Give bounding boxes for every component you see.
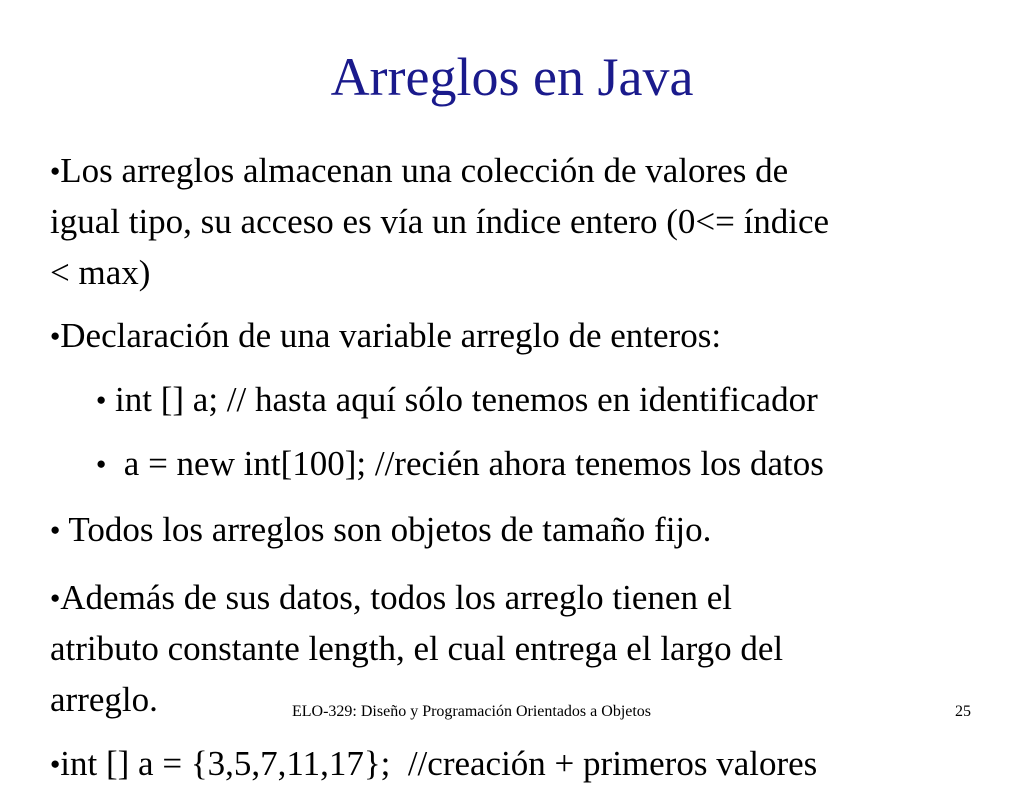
- bullet-icon: ●: [50, 161, 61, 181]
- bullet-icon: ●: [50, 326, 61, 346]
- text-line: ● a = new int[100]; //recién ahora tenemos los datos: [96, 444, 824, 483]
- sub-bullet-item-declare: [96, 374, 996, 425]
- text-line: ● int [] a; // hasta aquí sólo tenemos en identificador: [96, 380, 818, 419]
- bullet-item-arrays-description: [50, 145, 990, 298]
- text-line: ● Todos los arreglos son objetos de tamaño fijo.: [50, 510, 712, 549]
- text-line: ●int [] a = {3,5,7,11,17}; //creación + primeros valores: [50, 744, 818, 783]
- text-line: atributo constante length, el cual entrega el largo del: [50, 629, 784, 669]
- bullet-icon: ●: [96, 390, 107, 410]
- bullet-item-initializer: [50, 738, 990, 789]
- slide-title: Arreglos en Java: [330, 47, 694, 107]
- bullet-icon: ●: [50, 588, 61, 608]
- bullet-item-fixed-size: [50, 504, 990, 555]
- text-line: igual tipo, su acceso es vía un índice entero (0<= índice: [50, 202, 830, 242]
- bullet-icon: ●: [50, 754, 61, 774]
- bullet-item-declaration: [50, 310, 990, 361]
- footer-page-number: 25: [955, 703, 971, 720]
- text-line: arreglo.: [50, 680, 158, 720]
- sub-bullet-item-instantiate: [96, 438, 996, 489]
- bullet-icon: ●: [50, 520, 61, 540]
- text-line: < max): [50, 253, 151, 293]
- bullet-icon: ●: [96, 454, 107, 474]
- text-line: ●Declaración de una variable arreglo de enteros:: [50, 316, 722, 355]
- text-line: ●Además de sus datos, todos los arreglo tienen el: [50, 578, 732, 617]
- text-line: ●Los arreglos almacenan una colección de valores de: [50, 151, 789, 190]
- footer-course-title: ELO-329: Diseño y Programación Orientados a Objetos: [292, 703, 652, 720]
